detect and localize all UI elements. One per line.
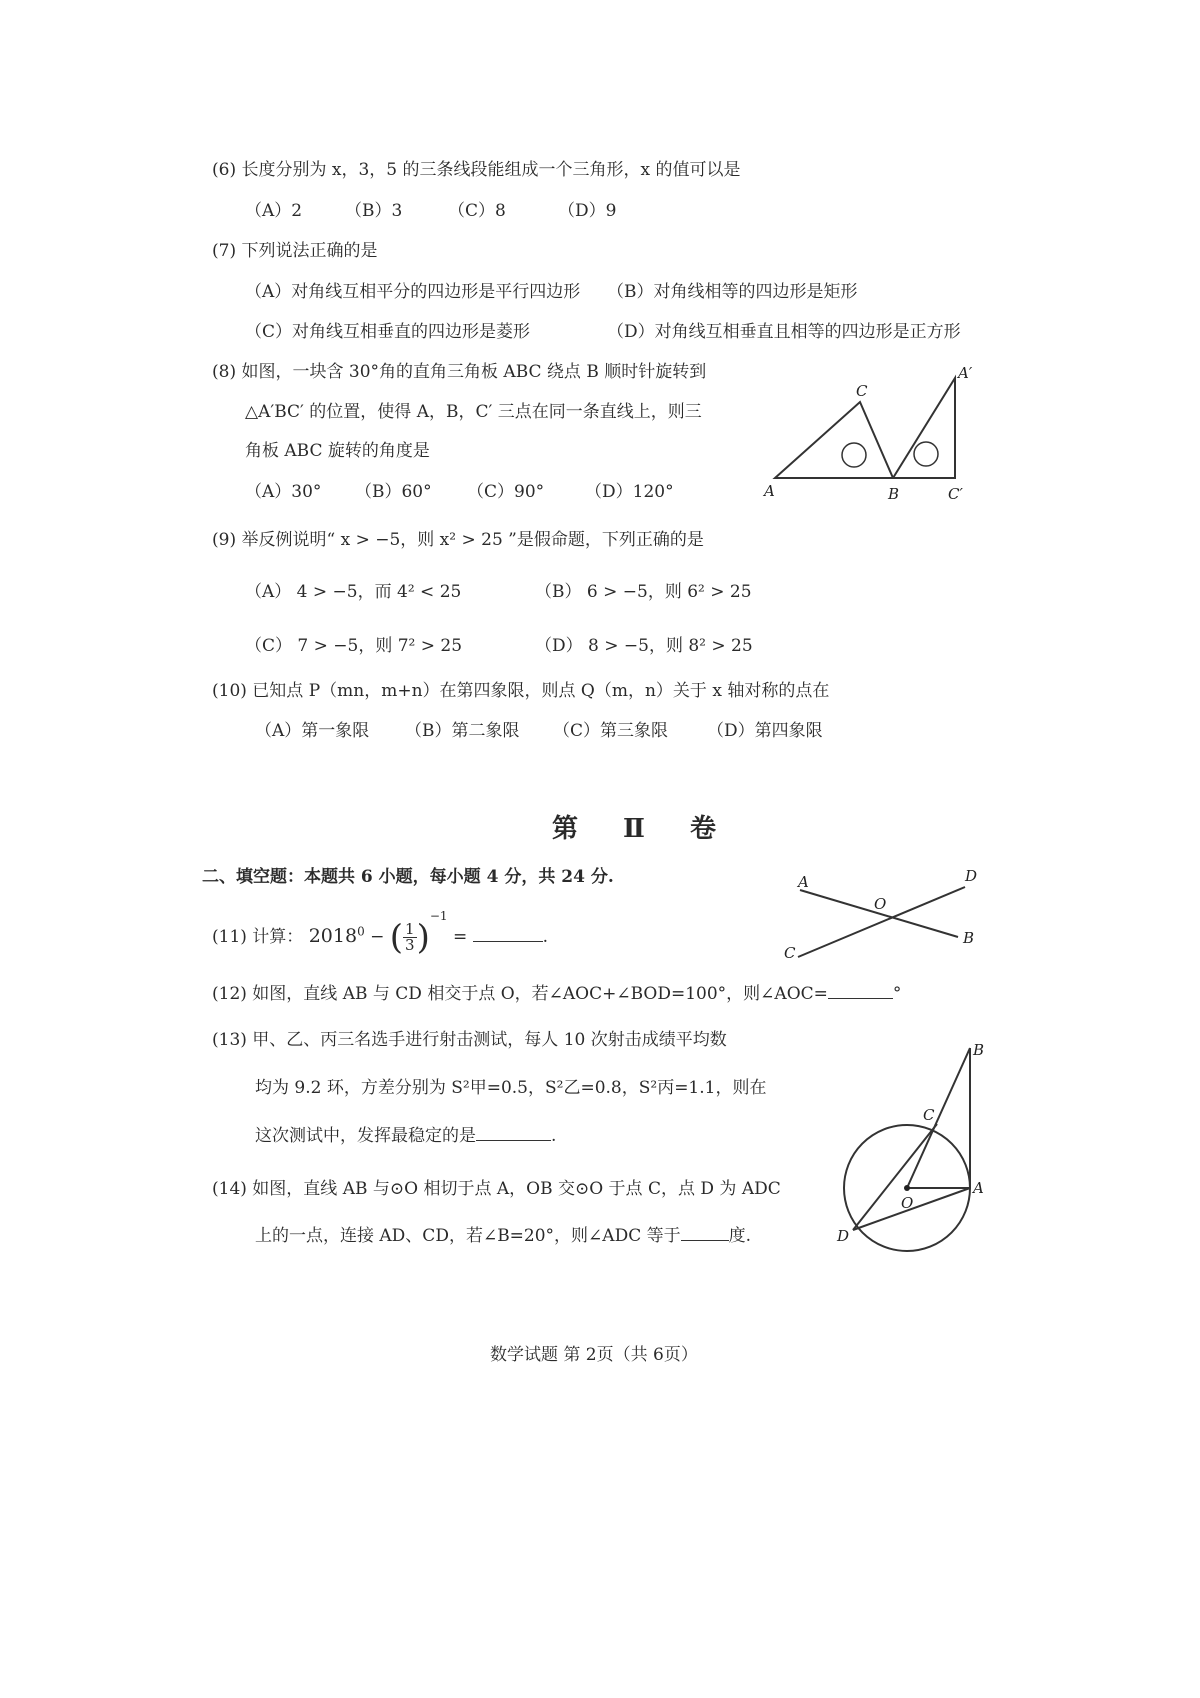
q13-line-3	[255, 1128, 556, 1145]
label-b: B	[888, 485, 900, 503]
q9-option-c: （C） 7 > −5，则 7² > 25	[245, 636, 463, 656]
q11-end: .	[542, 927, 549, 947]
q10-option-d: （D）第四象限	[707, 721, 823, 741]
q7-option-b: （B）对角线相等的四边形是矩形	[607, 282, 858, 302]
q7-stem: (7) 下列说法正确的是	[212, 241, 378, 261]
q12-intersecting-lines-figure	[770, 865, 990, 970]
label-o: O	[901, 1194, 914, 1212]
q13-line-2: 均为 9.2 环，方差分别为 S²甲=0.5，S²乙=0.8，S²丙=1.1，则在	[255, 1078, 767, 1098]
q8-stem-line-3: 角板 ABC 旋转的角度是	[245, 441, 430, 461]
q12-text	[212, 986, 901, 1003]
q14-circle-tangent-figure	[825, 1040, 1010, 1255]
q11-frac-num: 1	[405, 920, 415, 938]
q14-line-2	[255, 1228, 751, 1245]
page-footer: 数学试题 第 2页（共 6页）	[490, 1345, 698, 1365]
q11-answer-blank	[473, 941, 543, 942]
q8-option-a: （A）30°	[245, 482, 322, 502]
q11-frac-den: 3	[405, 936, 415, 954]
q8-triangle-figure	[750, 360, 980, 510]
q14-line-1: (14) 如图，直线 AB 与⊙O 相切于点 A，OB 交⊙O 于点 C，点 D 为 ADC	[212, 1179, 781, 1199]
q9-option-d: （D） 8 > −5，则 8² > 25	[535, 636, 753, 656]
label-c-prime: C′	[948, 485, 963, 503]
triangle-abc	[775, 402, 893, 478]
label-a-prime: A′	[958, 364, 973, 382]
q11-prefix: (11) 计算：	[212, 927, 304, 947]
label-c: C	[923, 1106, 935, 1124]
label-c: C	[784, 944, 796, 962]
q12-answer-blank	[828, 998, 893, 999]
q9-option-b: （B） 6 > −5，则 6² > 25	[535, 582, 752, 602]
q9-stem: (9) 举反例说明“ x > −5，则 x² > 25 ”是假命题，下列正确的是	[212, 530, 704, 550]
q11-exp: −1	[429, 909, 448, 923]
q8-option-d: （D）120°	[585, 482, 674, 502]
triangle-a1bc1	[893, 378, 955, 478]
q9-option-a: （A） 4 > −5，而 4² < 25	[245, 582, 462, 602]
q7-option-a: （A）对角线互相平分的四边形是平行四边形	[245, 282, 581, 302]
q6-option-a: （A）2	[245, 201, 303, 221]
triangle-abc-hole	[842, 443, 866, 467]
q12-stem: (12) 如图，直线 AB 与 CD 相交于点 O，若∠AOC+∠BOD=100°，则∠AOC=	[212, 984, 828, 1004]
q10-option-a: （A）第一象限	[255, 721, 370, 741]
label-b: B	[973, 1041, 985, 1059]
label-a: A	[973, 1179, 984, 1197]
label-d: D	[965, 867, 978, 885]
q11-paren-open: (	[389, 917, 404, 958]
q11-base-exp: 0	[357, 924, 365, 939]
q10-option-c: （C）第三象限	[553, 721, 669, 741]
section-title: 第 Ⅱ 卷	[552, 814, 735, 844]
q13-answer-blank	[476, 1140, 551, 1141]
q14-line-2-text: 上的一点，连接 AD、CD，若∠B=20°，则∠ADC 等于	[255, 1226, 681, 1246]
q8-stem-line-2: △A′BC′ 的位置，使得 A，B，C′ 三点在同一条直线上，则三	[245, 402, 702, 422]
q14-answer-blank	[681, 1240, 729, 1241]
q8-stem-line-1: (8) 如图，一块含 30°角的直角三角板 ABC 绕点 B 顺时针旋转到	[212, 362, 707, 382]
q6-stem: (6) 长度分别为 x，3，5 的三条线段能组成一个三角形，x 的值可以是	[212, 160, 741, 180]
q7-option-d: （D）对角线互相垂直且相等的四边形是正方形	[607, 322, 961, 342]
q11-paren-close: )	[416, 917, 430, 958]
label-d: D	[837, 1227, 850, 1245]
center-point-o	[904, 1185, 910, 1191]
q6-option-c: （C）8	[448, 201, 506, 221]
q11-minus: −	[370, 927, 385, 947]
q12-end: °	[892, 984, 902, 1004]
q10-option-b: （B）第二象限	[405, 721, 520, 741]
section-heading: 二、填空题：本题共 6 小题，每小题 4 分，共 24 分.	[202, 867, 614, 887]
label-c: C	[856, 382, 868, 400]
q7-option-c: （C）对角线互相垂直的四边形是菱形	[245, 322, 531, 342]
label-o: O	[874, 895, 887, 913]
q11-fraction	[403, 922, 417, 953]
q8-option-c: （C）90°	[467, 482, 545, 502]
q8-option-b: （B）60°	[355, 482, 432, 502]
q11-expression	[212, 909, 549, 958]
segment-ob	[907, 1048, 970, 1188]
q14-end: 度.	[728, 1226, 752, 1246]
triangle-a1bc1-hole	[914, 442, 938, 466]
label-a: A	[764, 482, 775, 500]
label-a: A	[798, 873, 809, 891]
q13-line-1: (13) 甲、乙、丙三名选手进行射击测试，每人 10 次射击成绩平均数	[212, 1030, 727, 1050]
q6-option-d: （D）9	[558, 201, 617, 221]
q13-end: .	[551, 1126, 557, 1146]
label-b: B	[963, 929, 975, 947]
q11-equals: =	[452, 927, 468, 947]
q6-option-b: （B）3	[345, 201, 403, 221]
q11-base: 2018	[308, 925, 358, 947]
q10-stem: (10) 已知点 P（mn，m+n）在第四象限，则点 Q（m，n）关于 x 轴对称的点在	[212, 681, 830, 701]
q13-line-3-text: 这次测试中，发挥最稳定的是	[255, 1126, 476, 1146]
